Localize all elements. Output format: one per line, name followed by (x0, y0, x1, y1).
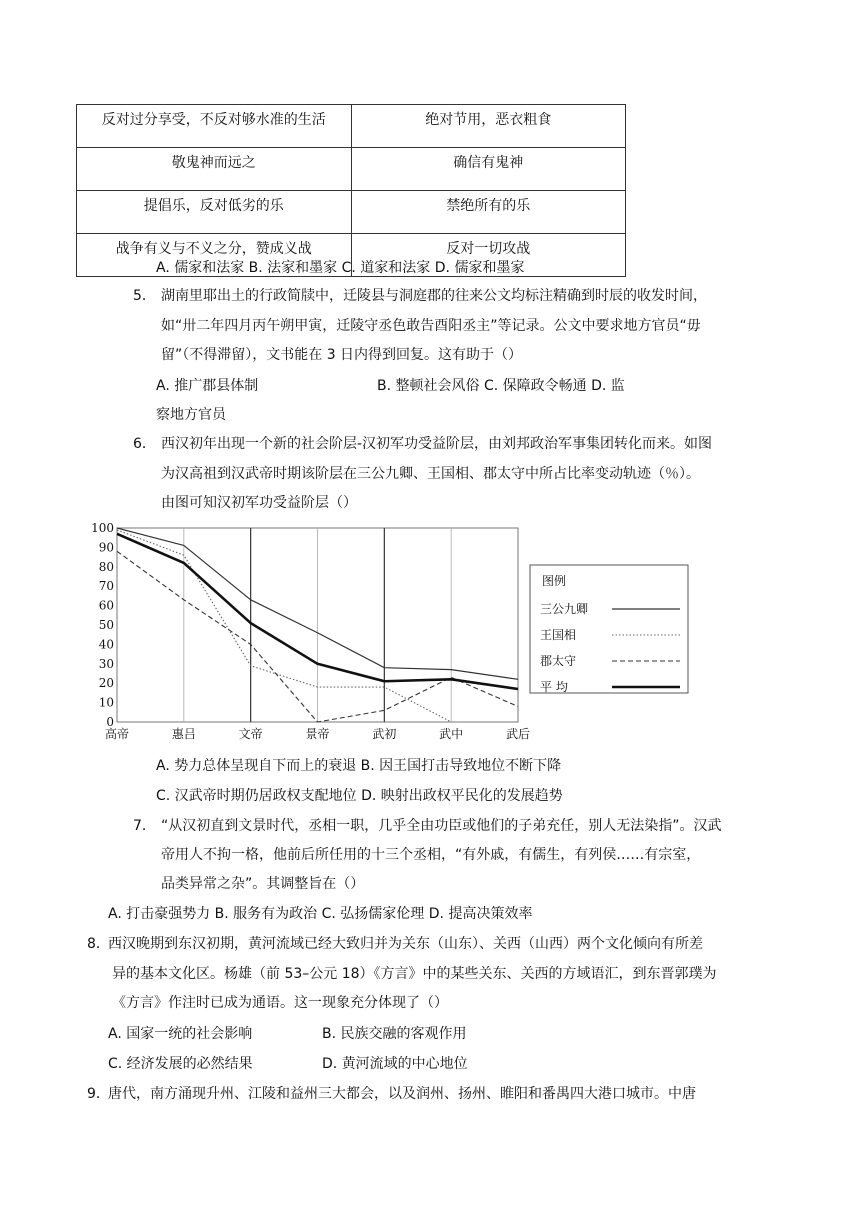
q8-stem-line: 《方言》作注时已成为通语。这一现象充分体现了（） (112, 995, 448, 1011)
x-tick-label: 武中 (439, 727, 464, 741)
q6-options-2: C. 汉武帝时期仍居政权支配地位 D. 映射出政权平民化的发展趋势 (156, 788, 563, 804)
y-tick-label: 60 (98, 598, 114, 613)
legend-title: 图例 (542, 574, 567, 588)
legend-label: 三公九卿 (540, 602, 589, 616)
q8-stem-line: 异的基本文化区。杨雄（前 53–公元 18）《方言》中的某些关东、关西的方域语汇，到东晋郭璞为 (112, 966, 717, 982)
q4-options: A. 儒家和法家 B. 法家和墨家 C. 道家和法家 D. 儒家和墨家 (156, 260, 525, 276)
table-row (77, 148, 626, 191)
q8-option-b: B. 民族交融的客观作用 (322, 1026, 467, 1042)
q7-stem-line: 帝用人不拘一格，他前后所任用的十三个丞相，“有外戚，有儒生，有列侯……有宗室， (161, 847, 701, 863)
comparison-table (76, 104, 626, 277)
q8-option-c: C. 经济发展的必然结果 (108, 1056, 253, 1072)
table-cell: 提倡乐，反对低劣的乐 (77, 191, 352, 234)
q8-stem-line: 西汉晚期到东汉初期，黄河流域已经大致归并为关东（山东）、关西（山西）两个文化倾向有所差 (108, 936, 703, 952)
q8-number: 8． (87, 936, 110, 952)
x-tick-label: 武初 (372, 727, 397, 741)
y-tick-label: 20 (98, 676, 114, 691)
legend-label: 平 均 (540, 680, 568, 694)
q7-stem-line: “从汉初直到文景时代，丞相一职，几乎全由功臣或他们的子弟充任，别人无法染指”。汉武 (161, 818, 722, 834)
q5-stem-line: 湖南里耶出土的行政简牍中，迁陵县与洞庭郡的往来公文均标注精确到时辰的收发时间， (161, 288, 707, 304)
table-cell: 反对一切攻战 (351, 234, 626, 277)
y-tick-label: 50 (98, 618, 114, 632)
q8-option-d: D. 黄河流域的中心地位 (322, 1056, 468, 1072)
q6-options-1: A. 势力总体呈现自下而上的衰退 B. 因王国打击导致地位不断下降 (156, 758, 562, 774)
q6-number: 6． (133, 436, 156, 452)
q9-stem-line: 唐代，南方涌现升州、江陵和益州三大都会，以及润州、扬州、睢阳和番禺四大港口城市。中唐 (108, 1086, 696, 1102)
q6-stem-line: 为汉高祖到汉武帝时期该阶层在三公九卿、王国相、郡太守中所占比率变动轨迹（％）。 (161, 466, 700, 482)
legend-label: 王国相 (540, 628, 577, 642)
y-tick-label: 80 (98, 559, 114, 574)
q8-option-a: A. 国家一统的社会影响 (108, 1026, 253, 1042)
y-tick-label: 0 (106, 715, 114, 729)
y-tick-label: 10 (98, 695, 114, 710)
x-tick-label: 惠吕 (171, 727, 196, 741)
series-line-2 (117, 530, 451, 722)
q5-option-a: A. 推广郡县体制 (156, 378, 259, 394)
table-cell: 禁绝所有的乐 (351, 191, 626, 234)
q6-stem-line: 西汉初年出现一个新的社会阶层-汉初军功受益阶层，由刘邦政治军事集团转化而来。如图 (161, 436, 713, 452)
table-cell: 战争有义与不义之分，赞成义战 (77, 234, 352, 277)
table-row (77, 191, 626, 234)
table-cell: 确信有鬼神 (351, 148, 626, 191)
q6-stem-line: 由图可知汉初军功受益阶层（） (161, 495, 357, 511)
table-cell: 敬鬼神而远之 (77, 148, 352, 191)
x-tick-label: 高帝 (104, 727, 130, 741)
q7-options: A. 打击豪强势力 B. 服务有为政治 C. 弘扬儒家伦理 D. 提高决策效率 (108, 906, 533, 922)
q7-stem-line: 品类异常之杂”。其调整旨在（） (161, 876, 365, 892)
q5-option-cont: 察地方官员 (156, 407, 226, 423)
q5-stem-line: 留”（不得滞留），文书能在 3 日内得到回复。这有助于（） (161, 347, 523, 363)
legend-label: 郡太守 (540, 654, 577, 668)
x-tick-label: 武后 (505, 727, 531, 741)
q5-number: 5． (133, 288, 156, 304)
x-tick-label: 文帝 (238, 727, 263, 741)
line-chart (91, 521, 700, 754)
y-tick-label: 100 (91, 521, 114, 535)
q5-stem-line: 如“卅二年四月丙午朔甲寅，迁陵守丞色敢告酉阳丞主”等记录。公文中要求地方官员“毋 (161, 318, 701, 334)
x-tick-label: 景帝 (305, 727, 330, 741)
y-tick-label: 70 (98, 579, 114, 594)
q9-number: 9． (87, 1086, 110, 1102)
y-tick-label: 30 (98, 656, 114, 671)
table-cell: 反对过分享受，不反对够水准的生活 (77, 105, 352, 148)
q7-number: 7． (133, 818, 156, 834)
y-tick-label: 40 (98, 637, 114, 652)
table-row (77, 105, 626, 148)
y-tick-label: 90 (98, 540, 114, 555)
table-cell: 绝对节用，恶衣粗食 (351, 105, 626, 148)
q5-option-bcd: B. 整顿社会风俗 C. 保障政令畅通 D. 监 (377, 378, 625, 394)
